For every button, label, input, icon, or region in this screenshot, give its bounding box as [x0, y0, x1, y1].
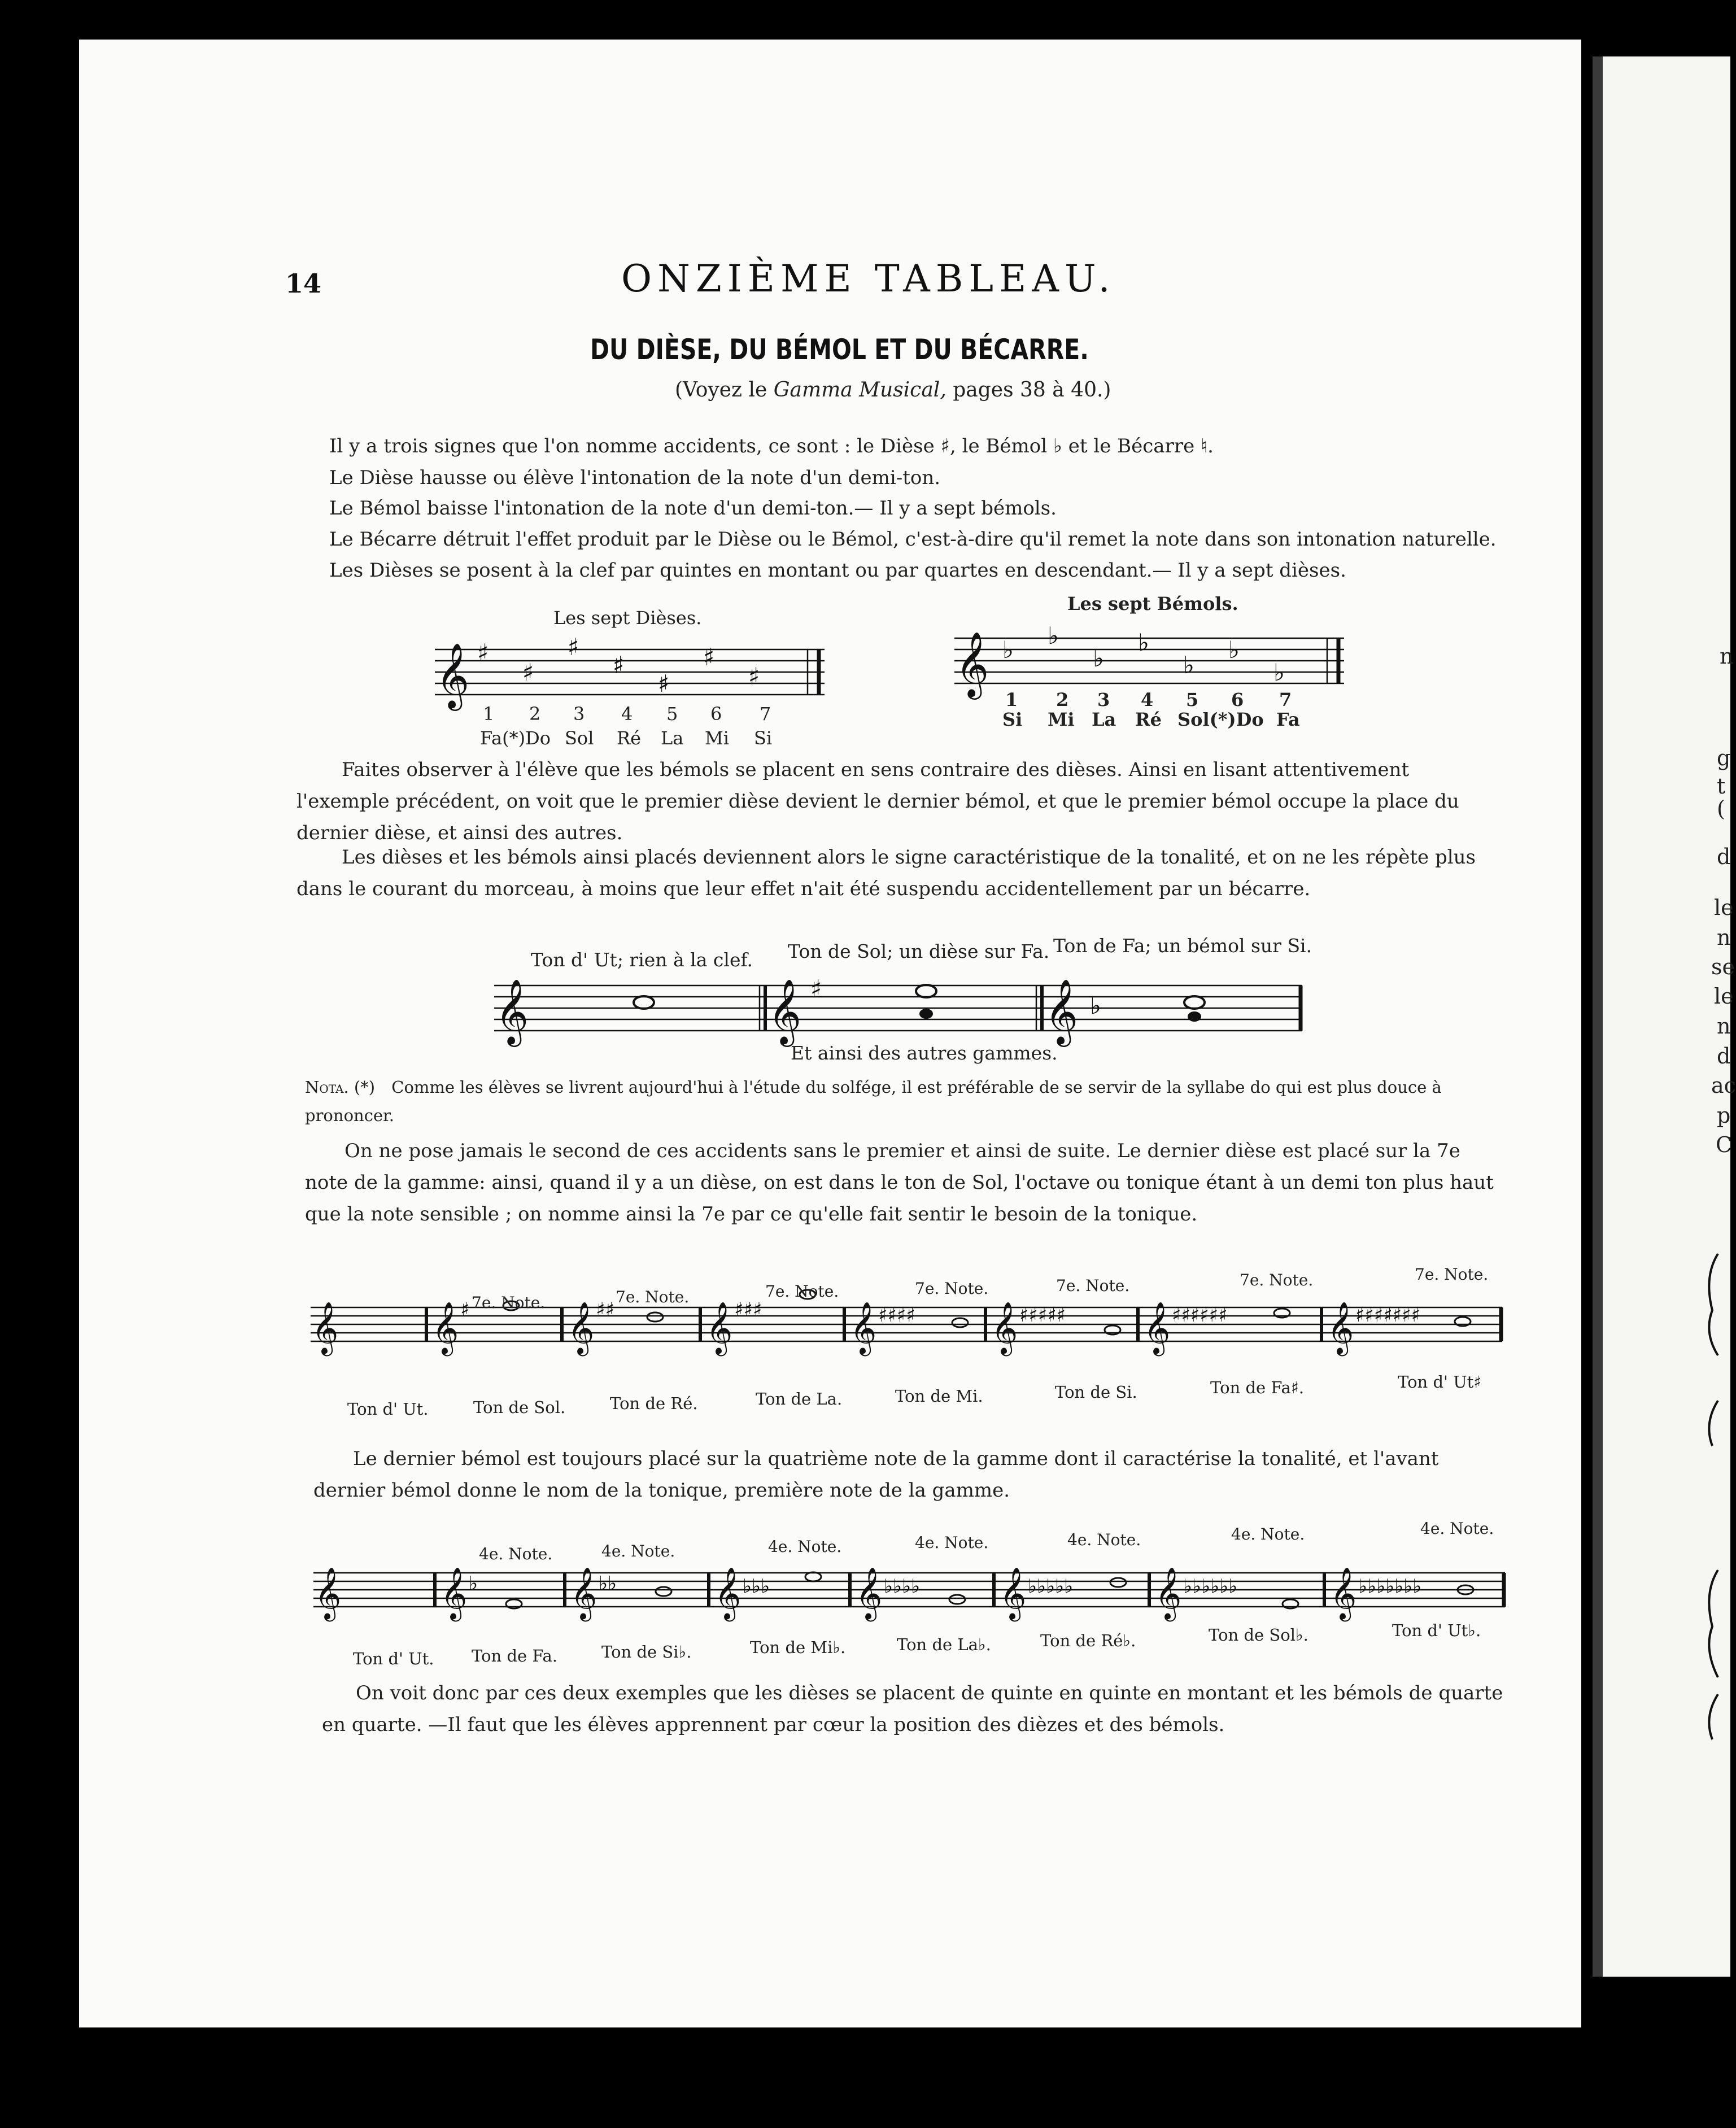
svg-text:𝄞: 𝄞: [1327, 1301, 1354, 1354]
paragraph-conclusion: On voit donc par ces deux exemples que les dièses se placent de quinte en quinte en montant et les bémols de quarte en quarte. —Il faut que les élèves apprennent par cœur la position des dièzes et des bémols.: [322, 1682, 1503, 1736]
svg-text:𝄞: 𝄞: [956, 631, 989, 697]
svg-text:𝄞: 𝄞: [1000, 1567, 1027, 1619]
svg-text:𝄞: 𝄞: [570, 1567, 597, 1619]
flat-key-name: Ton de Si♭.: [601, 1642, 692, 1662]
next-page-fragment: t: [1717, 774, 1726, 799]
sharp-note: Mi: [705, 727, 729, 749]
sharp-note: Ré: [617, 727, 642, 749]
svg-text:♭: ♭: [1002, 636, 1014, 664]
svg-text:♯: ♯: [703, 643, 715, 671]
reference-italic: Gamma Musical,: [773, 378, 946, 402]
fourth-note-label: 4e. Note.: [1231, 1525, 1305, 1543]
page-fold: [1593, 56, 1603, 1977]
next-page-fragment: n: [1717, 1014, 1731, 1039]
svg-text:♭: ♭: [1090, 992, 1101, 1019]
svg-text:𝄞: 𝄞: [436, 642, 470, 708]
sharp-note: Sol: [565, 727, 594, 749]
tonality-label-sol: Ton de Sol; un dièse sur Fa.: [788, 940, 1050, 962]
svg-text:𝄞: 𝄞: [768, 978, 802, 1044]
svg-text:♯: ♯: [613, 651, 625, 679]
svg-text:𝄞: 𝄞: [440, 1567, 468, 1619]
svg-text:♯: ♯: [748, 662, 760, 690]
svg-text:𝄞: 𝄞: [714, 1567, 741, 1619]
sharp-number: 5: [666, 703, 678, 725]
next-page-fragment: g: [1717, 745, 1731, 770]
paragraph-key-signature: Les dièses et les bémols ainsi placés deviennent alors le signe caractéristique de la tonalité, et on ne les répète plus dans le courant du morceau, à moins que leur effet n'ait été suspendu accidentellement par un bécarre.: [296, 846, 1476, 900]
next-page-fragment: (: [1717, 796, 1725, 821]
flat-number: 2: [1056, 689, 1069, 710]
svg-text:♯♯♯: ♯♯♯: [734, 1298, 762, 1321]
next-page-fragment: C: [1716, 1132, 1733, 1157]
sharp-number: 4: [621, 703, 633, 725]
svg-text:♯: ♯: [810, 975, 822, 1002]
reference-rest: pages 38 à 40.): [953, 378, 1111, 402]
flat-note: Mi: [1048, 709, 1075, 730]
svg-text:𝄞: 𝄞: [312, 1301, 339, 1354]
reference-open: (Voyez le: [675, 378, 767, 402]
sharp-number: 7: [760, 703, 771, 725]
svg-text:♭: ♭: [1228, 636, 1240, 664]
svg-text:♭♭: ♭♭: [599, 1572, 617, 1595]
nota-footnote: [305, 1073, 1502, 1130]
svg-text:♭♭♭♭♭♭: ♭♭♭♭♭♭: [1183, 1575, 1238, 1598]
svg-text:♭♭♭♭: ♭♭♭♭: [884, 1575, 921, 1598]
seventh-note-label: 7e. Note.: [1415, 1265, 1489, 1284]
svg-text:𝄞: 𝄞: [315, 1567, 342, 1619]
fourth-note-label: 4e. Note.: [768, 1537, 842, 1556]
flat-number: 7: [1279, 689, 1292, 710]
flat-number: 6: [1231, 689, 1244, 710]
sharp-key-name: Ton de Sol.: [473, 1398, 566, 1417]
svg-text:𝄞: 𝄞: [1144, 1301, 1171, 1354]
sharp-key-name: Ton de Fa♯.: [1210, 1378, 1305, 1397]
seventh-note-label: 7e. Note.: [616, 1288, 690, 1306]
svg-text:♯: ♯: [477, 639, 489, 666]
svg-text:♯: ♯: [568, 633, 579, 661]
page-number: 14: [285, 268, 322, 299]
svg-text:𝄞: 𝄞: [568, 1301, 595, 1354]
flats-title: Les sept Bémols.: [1067, 593, 1238, 614]
next-page-fragment: n: [1717, 925, 1731, 950]
flat-key-name: Ton d' Ut.: [353, 1649, 434, 1668]
next-page-fragment: ac: [1711, 1073, 1736, 1098]
flat-note: Fa: [1276, 709, 1300, 730]
flat-number: 5: [1186, 689, 1199, 710]
svg-text:𝄞: 𝄞: [495, 978, 529, 1044]
seventh-note-label: 7e. Note.: [1240, 1271, 1314, 1289]
flat-key-name: Ton de Sol♭.: [1209, 1625, 1308, 1645]
intro-line: Les Dièses se posent à la clef par quintes en montant ou par quartes en descendant.— Il y a sept dièses.: [329, 559, 1346, 582]
svg-text:♯♯♯♯♯♯: ♯♯♯♯♯♯: [1172, 1304, 1228, 1327]
svg-text:♭: ♭: [1093, 644, 1104, 672]
sharps-title: Les sept Dièses.: [553, 607, 702, 629]
sharp-number: 1: [483, 703, 495, 725]
tonality-staff: [494, 971, 1307, 1045]
fourth-note-label: 4e. Note.: [915, 1533, 989, 1552]
sharp-key-name: Ton d' Ut.: [347, 1399, 429, 1419]
flat-key-name: Ton de Mi♭.: [750, 1638, 846, 1657]
paragraph-flat-rule: Le dernier bémol est toujours placé sur la quatrième note de la gamme dont il caractérise la tonalité, et l'avant dernier bémol donne le nom de la tonique, première note de la gamme.: [313, 1447, 1439, 1502]
sharp-note: La: [661, 727, 684, 749]
fourth-note-label: 4e. Note.: [1067, 1530, 1141, 1549]
next-page-fragment: le: [1714, 984, 1734, 1009]
svg-text:♯♯: ♯♯: [596, 1298, 614, 1321]
svg-text:♯: ♯: [658, 670, 670, 697]
svg-text:𝄞: 𝄞: [1155, 1567, 1182, 1619]
sharp-key-name: Ton de La.: [756, 1389, 843, 1409]
intro-line: Le Dièse hausse ou élève l'intonation de la note d'un demi-ton.: [329, 466, 941, 489]
flat-key-name: Ton d' Ut♭.: [1392, 1621, 1481, 1640]
intro-line: Il y a trois signes que l'on nomme accidents, ce sont : le Dièse ♯, le Bémol ♭ et le Bécarre ♮.: [329, 435, 1214, 457]
flat-note: Ré: [1135, 709, 1162, 730]
flat-number: 3: [1097, 689, 1110, 710]
flat-note: La: [1092, 709, 1116, 730]
svg-text:♯: ♯: [460, 1298, 470, 1321]
page-title: ONZIÈME TABLEAU.: [621, 257, 1116, 300]
seventh-note-label: 7e. Note.: [915, 1279, 989, 1298]
svg-text:𝄞: 𝄞: [706, 1301, 733, 1354]
intro-line: Le Bécarre détruit l'effet produit par le Dièse ou le Bémol, c'est-à-dire qu'il remet la note dans son intonation naturelle.: [329, 528, 1497, 551]
svg-text:𝄞: 𝄞: [1045, 978, 1079, 1044]
svg-text:♭: ♭: [1048, 622, 1059, 649]
sharp-number: 3: [573, 703, 585, 725]
flats-staff: [954, 622, 1350, 697]
sharp-keys-staff: [311, 1276, 1508, 1355]
sharp-note: Si: [754, 727, 773, 749]
seventh-note-label: 7e. Note.: [472, 1293, 546, 1312]
svg-text:♭: ♭: [1138, 629, 1149, 656]
svg-text:♯♯♯♯♯: ♯♯♯♯♯: [1019, 1304, 1066, 1327]
svg-text:♭♭♭♭♭♭♭: ♭♭♭♭♭♭♭: [1358, 1575, 1422, 1598]
next-page-fragment: se: [1711, 954, 1735, 979]
svg-text:♭: ♭: [1273, 659, 1285, 686]
sharp-key-name: Ton de Si.: [1055, 1383, 1137, 1402]
svg-text:𝄞: 𝄞: [991, 1301, 1018, 1354]
tonality-caption: Et ainsi des autres gammes.: [791, 1042, 1058, 1064]
paragraph-accidentals-order: Faites observer à l'élève que les bémols se placent en sens contraire des dièses. Ainsi en lisant attentivement l'exemple précédent, on voit que le premier dièse devient le dernier bémol, et que le premier bémol occupe la place du dernier dièse, et ainsi des autres.: [296, 758, 1459, 844]
svg-text:𝄞: 𝄞: [432, 1301, 459, 1354]
next-page-fragment: d: [1717, 844, 1731, 869]
sharp-number: 2: [529, 703, 541, 725]
flat-number: 1: [1005, 689, 1018, 710]
sharp-number: 6: [710, 703, 722, 725]
next-page-fragment: d: [1717, 1044, 1731, 1069]
seventh-note-label: 7e. Note.: [765, 1282, 839, 1301]
sharps-staff: [435, 633, 830, 708]
tonality-label-fa: Ton de Fa; un bémol sur Si.: [1053, 935, 1312, 957]
next-page-brace-staves: [1701, 1242, 1730, 1751]
flat-key-name: Ton de Ré♭.: [1040, 1631, 1136, 1650]
svg-text:♭♭♭♭♭: ♭♭♭♭♭: [1028, 1575, 1074, 1598]
next-page-fragment: p: [1717, 1103, 1731, 1128]
tonality-label-ut: Ton d' Ut; rien à la clef.: [531, 949, 753, 971]
reference-note: [675, 378, 1111, 402]
svg-text:𝄞: 𝄞: [856, 1567, 883, 1619]
sharp-key-name: Ton de Ré.: [610, 1394, 698, 1413]
svg-text:♯: ♯: [522, 659, 534, 686]
svg-text:♭: ♭: [1183, 651, 1194, 679]
sharp-key-name: Ton d' Ut♯: [1398, 1372, 1482, 1392]
intro-line: Le Bémol baisse l'intonation de la note d'un demi-ton.— Il y a sept bémols.: [329, 497, 1057, 520]
svg-text:♯♯♯♯: ♯♯♯♯: [878, 1304, 915, 1327]
svg-text:𝄞: 𝄞: [850, 1301, 877, 1354]
flat-key-name: Ton de Fa.: [472, 1646, 558, 1665]
sharp-note: Fa(*)Do: [480, 727, 551, 749]
flat-note: Si: [1002, 709, 1023, 730]
svg-text:♭: ♭: [469, 1572, 478, 1595]
next-page-fragment: le: [1714, 895, 1734, 920]
seventh-note-label: 7e. Note.: [1056, 1276, 1130, 1295]
svg-text:♭♭♭: ♭♭♭: [743, 1575, 770, 1598]
fourth-note-label: 4e. Note.: [601, 1542, 675, 1560]
next-page-fragment: n: [1720, 644, 1734, 669]
paragraph-sharp-rule: On ne pose jamais le second de ces accidents sans le premier et ainsi de suite. Le dernier dièse est placé sur la 7e note de la gamme: ainsi, quand il y a un dièse, on est dans le ton de Sol, l'octave ou tonique étant à un demi ton plus haut que la note sensible ; on nomme ainsi la 7e par ce qu'elle fait sentir le besoin de la tonique.: [305, 1140, 1494, 1226]
svg-text:𝄞: 𝄞: [1330, 1567, 1357, 1619]
sharp-key-name: Ton de Mi.: [895, 1386, 983, 1406]
fourth-note-label: 4e. Note.: [479, 1545, 553, 1563]
section-subtitle: DU DIÈSE, DU BÉMOL ET DU BÉCARRE.: [590, 333, 1089, 366]
flat-note: Sol(*)Do: [1177, 709, 1264, 730]
flat-number: 4: [1141, 689, 1154, 710]
flat-key-name: Ton de La♭.: [897, 1635, 991, 1654]
nota-label: Nota. (*): [305, 1078, 376, 1097]
nota-text: Comme les élèves se livrent aujourd'hui à l'étude du solfége, il est préférable de se servir de la syllabe do qui est plus douce à prononcer.: [305, 1078, 1442, 1125]
fourth-note-label: 4e. Note.: [1420, 1519, 1494, 1538]
svg-text:♯♯♯♯♯♯♯: ♯♯♯♯♯♯♯: [1355, 1304, 1421, 1327]
